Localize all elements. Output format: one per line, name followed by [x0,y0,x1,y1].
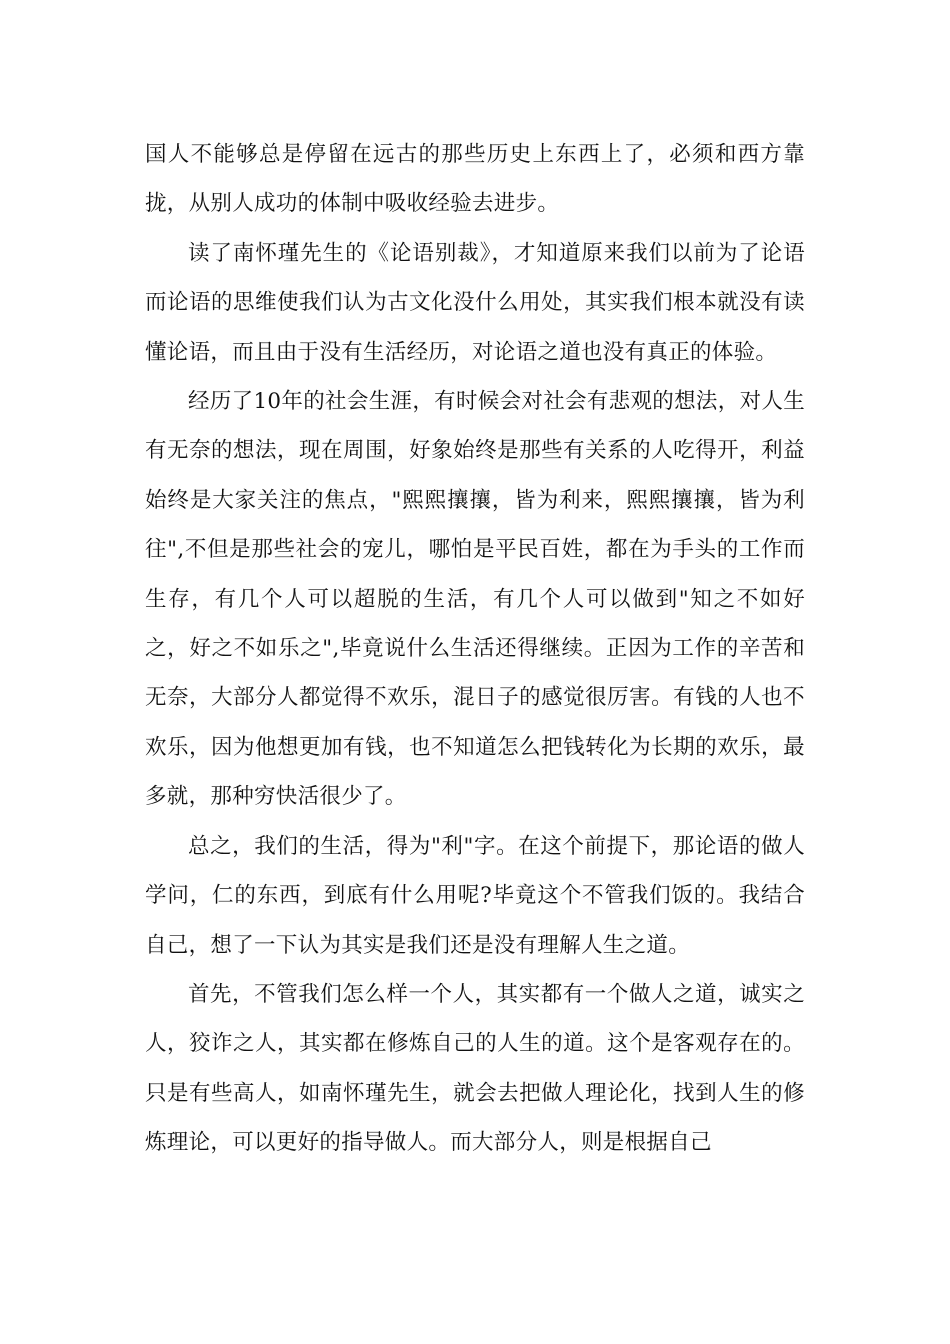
paragraph-3: 经历了10年的社会生涯，有时候会对社会有悲观的想法，对人生有无奈的想法，现在周围，好象始终是那些有关系的人吃得开，利益始终是大家关注的焦点，"熙熙攘攘，皆为利来，熙熙攘攘，皆为利往",不但是那些社会的宠儿，哪怕是平民百姓，都在为手头的工作而生存，有几个人可以超脱的生活，有几个人可以做到"知之不如好之，好之不如乐之",毕竟说什么生活还得继续。正因为工作的辛苦和无奈，大部分人都觉得不欢乐，混日子的感觉很厉害。有钱的人也不欢乐，因为他想更加有钱，也不知道怎么把钱转化为长期的欢乐，最多就，那种穷快活很少了。 [145,389,805,810]
paragraph-2: 读了南怀瑾先生的《论语别裁》，才知道原来我们以前为了论语而论语的思维使我们认为古文化没什么用处，其实我们根本就没有读懂论语，而且由于没有生活经历，对论语之道也没有真正的体验。 [145,240,805,365]
document-page [145,130,805,1168]
paragraph-5: 首先，不管我们怎么样一个人，其实都有一个做人之道，诚实之人，狡诈之人，其实都在修炼自己的人生的道。这个是客观存在的。只是有些高人，如南怀瑾先生，就会去把做人理论化，找到人生的修炼理论，可以更好的指导做人。而大部分人，则是根据自己 [145,981,805,1156]
paragraph-4: 总之，我们的生活，得为"利"字。在这个前提下，那论语的做人学问，仁的东西，到底有什么用呢?毕竟这个不管我们饭的。我结合自己，想了一下认为其实是我们还是没有理解人生之道。 [145,833,805,958]
paragraph-1: 国人不能够总是停留在远古的那些历史上东西上了，必须和西方靠拢，从别人成功的体制中吸收经验去进步。 [145,142,805,217]
